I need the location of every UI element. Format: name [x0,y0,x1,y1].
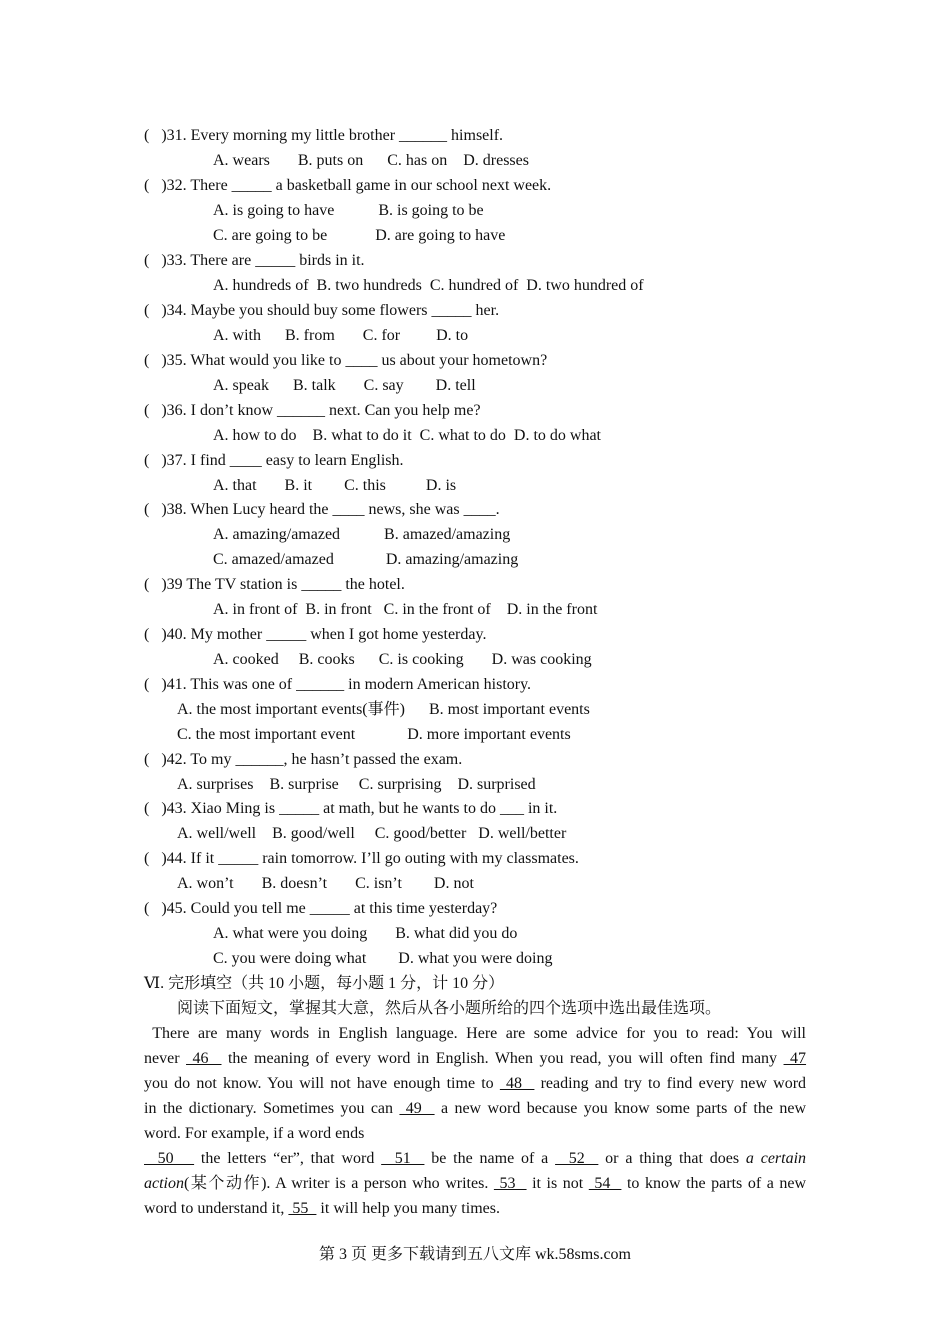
options-41-ab: A. the most important events(事件) B. most important events [177,701,590,718]
question-43: ( )43. Xiao Ming is _____ at math, but he wants to do ___ in it. [144,800,558,817]
question-37: ( )37. I find ____ easy to learn English. [144,452,404,469]
question-41: ( )41. This was one of ______ in modern American history. [144,676,532,693]
options-37: A. that B. it C. this D. is [213,477,457,494]
blank-50: 50 [144,1150,195,1167]
passage-text: to know the parts of a new [621,1175,807,1192]
options-31: A. wears B. puts on C. has on D. dresses [213,152,529,169]
passage-line-5: word. For example, if a word ends [144,1125,365,1142]
options-38-ab: A. amazing/amazed B. amazed/amazing [213,526,511,543]
options-43: A. well/well B. good/well C. good/better D. well/better [177,825,567,842]
question-36: ( )36. I don’t know ______ next. Can you help me? [144,402,481,419]
options-32-ab: A. is going to have B. is going to be [213,202,484,219]
passage-text: the letters “er”, that word [194,1150,382,1167]
options-42: A. surprises B. surprise C. surprising D. surprised [177,776,536,793]
blank-46: 46 [186,1050,222,1067]
question-32: ( )32. There _____ a basketball game in our school next week. [144,177,552,194]
section-heading: Ⅵ. 完形填空（共 10 小题，每小题 1 分，计 10 分） [144,975,505,992]
passage-text: There are many words in English language. Here are some advice for you to read: You will [144,1025,806,1042]
passage-text: you do not know. You will not have enough time to [144,1075,500,1092]
passage-text: (某个动作). A writer is a person who writes. [184,1175,494,1192]
options-36: A. how to do B. what to do it C. what to do D. to do what [213,427,601,444]
passage-text: the meaning of every word in English. When you read, you will often find many [221,1050,784,1067]
page-footer: 第 3 页 更多下载请到五八文库 wk.58sms.com [318,1246,631,1263]
passage-italic: action [144,1175,184,1192]
passage-line-3 [144,1074,806,1096]
question-33: ( )33. There are _____ birds in it. [144,252,365,269]
options-40: A. cooked B. cooks C. is cooking D. was cooking [213,651,592,668]
blank-47: 47 [783,1050,807,1067]
passage-line-2 [144,1049,806,1071]
passage-line-1 [144,1024,806,1046]
question-34: ( )34. Maybe you should buy some flowers _____ her. [144,302,500,319]
options-32-cd: C. are going to be D. are going to have [213,227,506,244]
passage-text: or a thing that does [598,1150,746,1167]
options-45-cd: C. you were doing what D. what you were doing [213,950,553,967]
passage-italic: a certain [745,1150,807,1167]
passage-text: a new word because you know some parts of the new [434,1100,807,1117]
passage-text: word to understand it, [144,1200,289,1217]
question-40: ( )40. My mother _____ when I got home yesterday. [144,626,487,643]
question-38: ( )38. When Lucy heard the ____ news, she was ____. [144,501,500,518]
section-instruction: 阅读下面短文，掌握其大意，然后从各小题所给的四个选项中选出最佳选项。 [177,1000,722,1017]
options-38-cd: C. amazed/amazed D. amazing/amazing [213,551,519,568]
blank-53: 53 [493,1175,527,1192]
passage-line-6 [144,1149,806,1171]
blank-49: 49 [399,1100,435,1117]
options-34: A. with B. from C. for D. to [213,327,469,344]
question-35: ( )35. What would you like to ____ us about your hometown? [144,352,548,369]
passage-text: it is not [526,1175,589,1192]
passage-text: never [144,1050,187,1067]
options-33: A. hundreds of B. two hundreds C. hundred of D. two hundred of [213,277,644,294]
blank-55: 55 [288,1200,317,1217]
options-35: A. speak B. talk C. say D. tell [213,377,476,394]
passage-line-7 [144,1174,806,1196]
options-39: A. in front of B. in front C. in the front of D. in the front [213,601,598,618]
options-41-cd: C. the most important event D. more important events [177,726,571,743]
passage-text: reading and try to find every new word [534,1075,807,1092]
passage-text: in the dictionary. Sometimes you can [144,1100,400,1117]
options-44: A. won’t B. doesn’t C. isn’t D. not [177,875,474,892]
passage-line-4 [144,1099,806,1121]
passage-text: be the name of a [424,1150,556,1167]
passage-line-8 [144,1199,500,1221]
question-44: ( )44. If it _____ rain tomorrow. I’ll go outing with my classmates. [144,850,579,867]
question-42: ( )42. To my ______, he hasn’t passed the exam. [144,751,463,768]
question-45: ( )45. Could you tell me _____ at this time yesterday? [144,900,498,917]
question-31: ( )31. Every morning my little brother ______ himself. [144,127,504,144]
blank-54: 54 [588,1175,622,1192]
blank-48: 48 [499,1075,535,1092]
options-45-ab: A. what were you doing B. what did you do [213,925,518,942]
question-39: ( )39 The TV station is _____ the hotel. [144,576,405,593]
passage-text: it will help you many times. [316,1200,500,1217]
blank-51: 51 [381,1150,425,1167]
blank-52: 52 [555,1150,599,1167]
